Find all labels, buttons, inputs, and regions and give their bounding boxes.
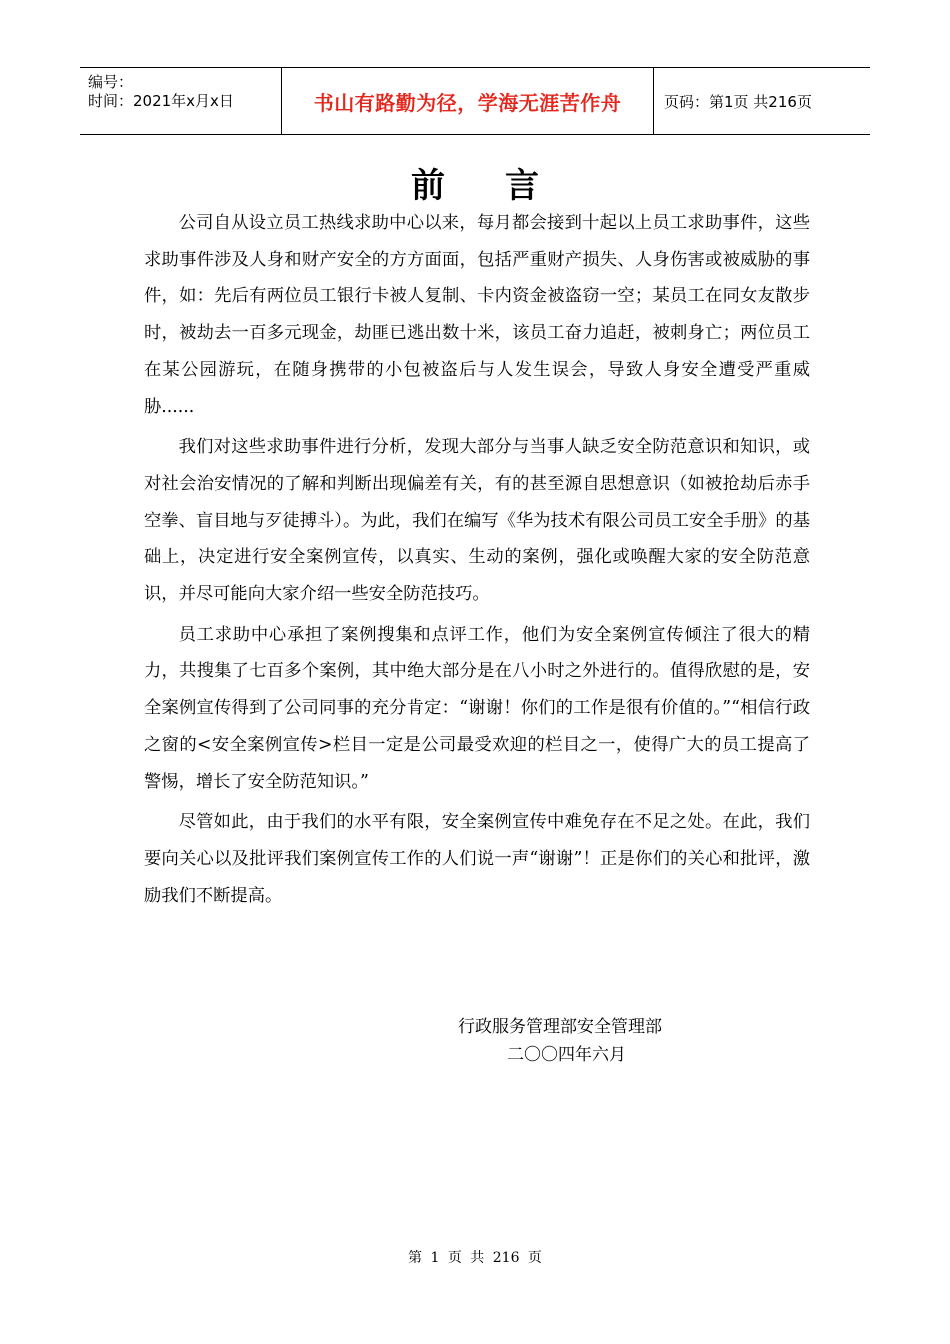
- page-footer: 第 1 页 共 216 页: [408, 1250, 542, 1266]
- signature-department: 行政服务管理部安全管理部: [458, 1017, 662, 1037]
- page-title: 前言: [411, 166, 599, 206]
- time-label: 时间：2021年x月x日: [88, 92, 234, 110]
- paragraph: 我们对这些求助事件进行分析，发现大部分与当事人缺乏安全防范意识和知识，或对社会治安情况的了解和判断出现偏差有关，有的甚至源自思想意识（如被抢劫后赤手空拳、盲目地与歹徒搏斗）。为此，我们在编写《华为技术有限公司员工安全手册》的基础上，决定进行安全案例宣传，以真实、生动的案例，强化或唤醒大家的安全防范意识，并尽可能向大家介绍一些安全防范技巧。: [144, 437, 810, 605]
- paragraph: 尽管如此，由于我们的水平有限，安全案例宣传中难免存在不足之处。在此，我们要向关心以及批评我们案例宣传工作的人们说一声“谢谢”！正是你们的关心和批评，激励我们不断提高。: [144, 812, 810, 906]
- header-motto-cell: [282, 68, 654, 134]
- page-header: [80, 67, 870, 135]
- header-page-cell: [654, 68, 870, 134]
- paragraph: 员工求助中心承担了案例搜集和点评工作，他们为安全案例宣传倾注了很大的精力，共搜集了七百多个案例，其中绝大部分是在八小时之外进行的。值得欣慰的是，安全案例宣传得到了公司同事的充分肯定：“谢谢！你们的工作是很有价值的。”“相信行政之窗的<安全案例宣传>栏目一定是公司最受欢迎的栏目之一，使得广大的员工提高了警惕，增长了安全防范知识。”: [144, 624, 810, 792]
- motto-text: 书山有路勤为径，学海无涯苦作舟: [313, 90, 622, 115]
- header-meta-cell: [80, 68, 282, 134]
- paragraph: 公司自从设立员工热线求助中心以来，每月都会接到十起以上员工求助事件，这些求助事件涉及人身和财产安全的方方面面，包括严重财产损失、人身伤害或被威胁的事件，如：先后有两位员工银行卡被人复制、卡内资金被盗窃一空；某员工在同女友散步时，被劫去一百多元现金，劫匪已逃出数十米，该员工奋力追赶，被刺身亡；两位员工在某公园游玩，在随身携带的小包被盗后与人发生误会，导致人身安全遭受严重威胁......: [144, 213, 810, 417]
- number-label: 编号：: [88, 73, 134, 91]
- document-body: [144, 205, 810, 918]
- header-page-info: 页码：第1页 共216页: [664, 92, 812, 111]
- signature-date: 二〇〇四年六月: [507, 1045, 626, 1065]
